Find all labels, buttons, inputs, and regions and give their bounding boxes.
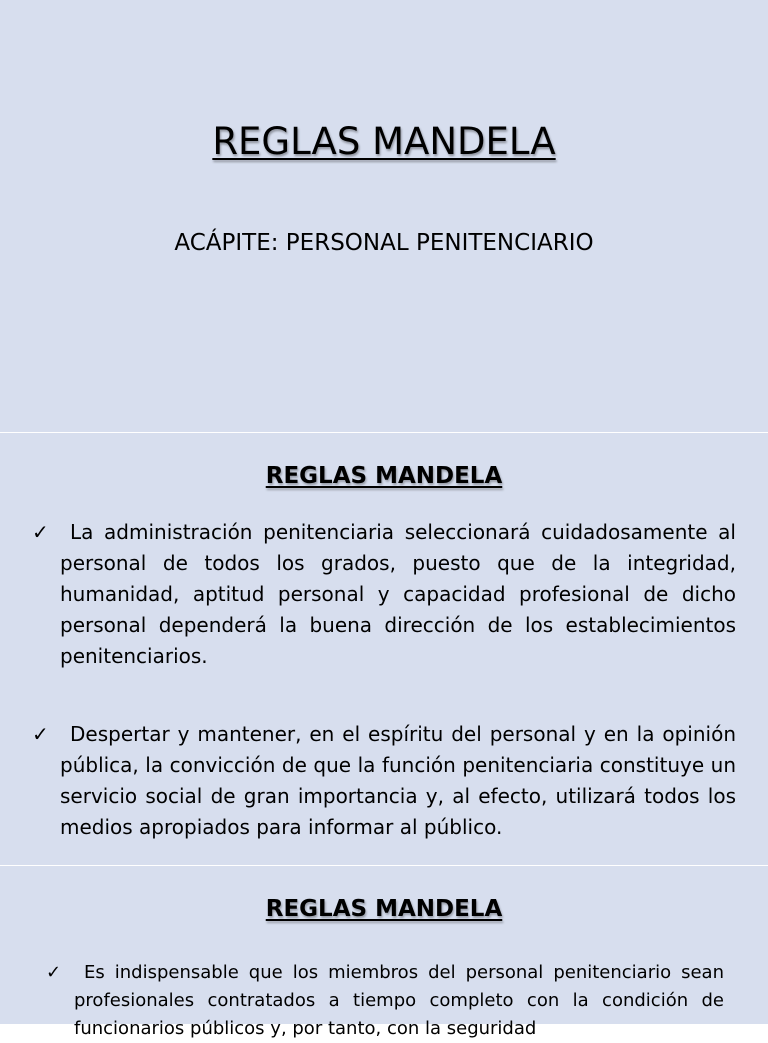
- slide-title: [0, 0, 768, 432]
- presentation-title: REGLAS MANDELA: [212, 120, 556, 163]
- slide-heading: REGLAS MANDELA: [265, 896, 503, 922]
- slide-2: [0, 433, 768, 865]
- bullet-text: La administración penitenciaria seleccionará cuidadosamente al personal de todos los grados, puesto que de la integridad, humanidad, aptitud personal y capacidad profesional de dicho personal dependerá la buena dirección de los establecimientos penitenciarios.: [60, 520, 736, 668]
- bullet-item: [32, 517, 736, 672]
- slide-heading: REGLAS MANDELA: [265, 463, 503, 489]
- bullet-item: [32, 719, 736, 843]
- checkmark-icon: ✓: [32, 722, 49, 746]
- presentation-subtitle: ACÁPITE: PERSONAL PENITENCIARIO: [174, 230, 594, 256]
- slide-3: [0, 866, 768, 1039]
- bullet-text: Despertar y mantener, en el espíritu del personal y en la opinión pública, la convicción de que la función penitenciaria constituye un servicio social de gran importancia y, al efecto, utilizará todos los medios apropiados para informar al público.: [60, 722, 736, 839]
- checkmark-icon: ✓: [32, 520, 49, 544]
- checkmark-icon: ✓: [46, 962, 62, 983]
- bullet-text: Es indispensable que los miembros del personal penitenciario sean profesionales contratados a tiempo completo con la condición de funcionarios públicos y, por tanto, con la seguridad: [74, 962, 724, 1039]
- bullet-item: [46, 959, 724, 1043]
